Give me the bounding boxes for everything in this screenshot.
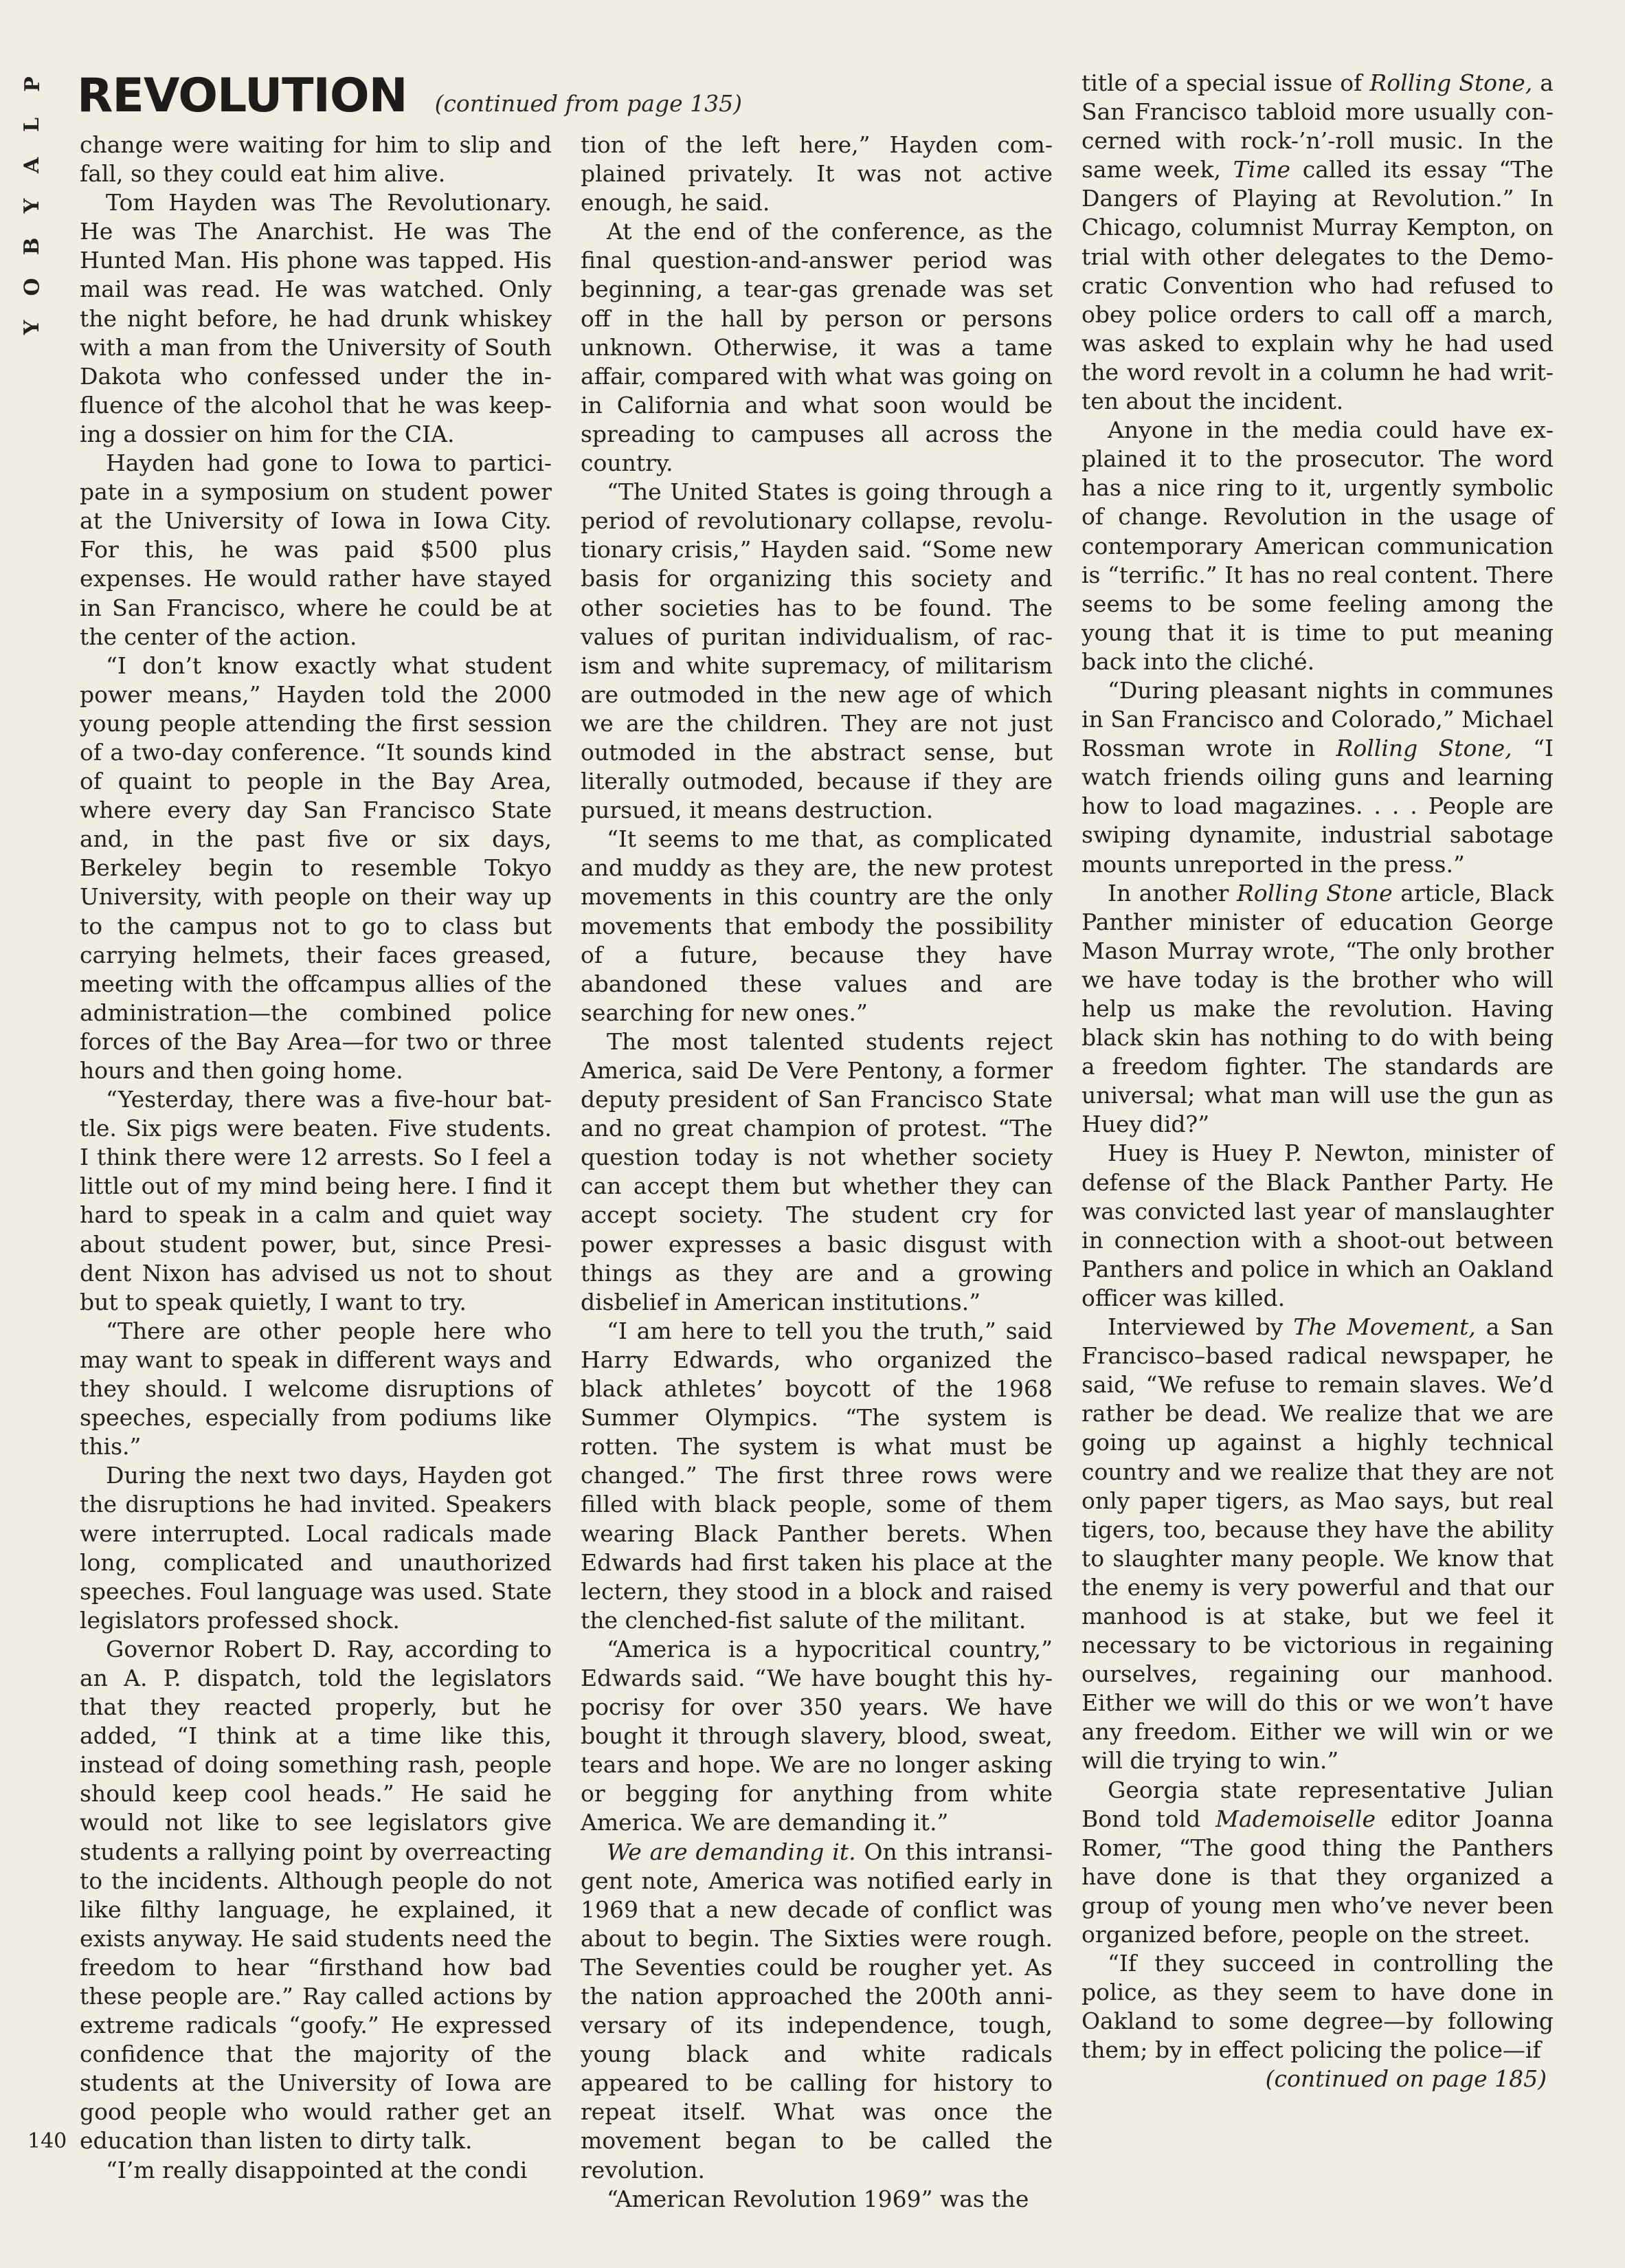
article-paragraph [1082,676,1554,879]
paragraph-text: “There are other people here who may want to speak in different ways and they should. I welcome disruptions of speeches, especially from podiums like this.” [80,1317,552,1460]
continued-on-note: (continued on page 185) [1265,2065,1547,2093]
text-run: “If they succeed in controlling the police, as they seem to have done in Oakland to some degree—by following them; by in effect policing the police—if [1082,1950,1554,2064]
article-paragraph [581,1838,1053,2185]
text-run: article, Black Panther minister of education George Mason Murray wrote, “The only brother we have today is the brother who will help us make the revolution. Having black skin has nothing to do with being a freedom fighter. The standards are universal; what man will use the gun as Huey did?” [1082,879,1554,1138]
headline-title: REVOLUTION [77,69,407,123]
text-run: Interviewed by [1108,1313,1294,1341]
paragraph-text: change were waiting for him to slip and fall, so they could eat him alive. [80,131,552,188]
italic-title: The Movement, [1293,1313,1476,1341]
text-run: a San Francisco tabloid more usually concerned with rock-’n’-roll music. In the same week, [1082,69,1554,184]
running-head-letter: L [20,117,45,133]
article-paragraph [581,825,1053,1027]
article-headline [77,69,742,131]
running-head-letter: Y [20,320,45,335]
article-paragraph [80,1317,552,1461]
article-paragraph [581,217,1053,478]
continued-from-note: (continued from page 135) [434,90,742,117]
article-paragraph [1082,69,1554,416]
text-run: Huey is Huey P. Newton, minister of defense of the Black Panther Party. He was convicted last year of manslaughter in connection with a shoot-out between Panthers and police in which an Oakland officer was killed. [1082,1139,1554,1311]
text-run: title of a special issue of [1082,69,1370,96]
paragraph-text: “I don’t know exactly what student power means,” Hayden told the 2000 young people attending the first session of a two-day conference. “It sounds kind of quaint to people in the Bay Area, where every day San Francisco State and, in the past five or six days, Berkeley begin to resemble Tokyo University, with people on their way up to the campus not to go to class but carrying helmets, their faces greased, meeting with the offcampus allies of the administration—the combined police forces of the Bay Area—for two or three hours and then going home. [80,652,552,1084]
running-head-letter: A [20,157,45,174]
italic-title: Rolling Stone [1236,879,1393,907]
paragraph-text: “I am here to tell you the truth,” said Harry Edwards, who organized the black athletes’ boycott of the 1968 Summer Olympics. “The system is rotten. The system is what must be changed.” The first three rows were filled with black people, some of them wearing Black Panther berets. When Edwards had first taken his place at the lectern, they stood in a block and raised the clenched-fist salute of the militant. [581,1317,1053,1634]
paragraph-text: tion of the left here,” Hayden complained privately. It was not active enough, he said. [581,131,1053,216]
running-head-letter: P [20,76,45,92]
text-column-1 [80,131,552,2183]
italic-title: Time [1233,156,1291,184]
article-paragraph [80,188,552,449]
paragraph-text: “It seems to me that, as complicated and muddy as they are, the new protest movements in this country are the only movements that embody the possibility of a future, because they have abandoned these values and are searching for new ones.” [581,825,1053,1026]
text-column-2 [581,131,1053,2212]
running-head-letter: B [20,237,45,256]
italic-title: Rolling Stone, [1369,69,1533,96]
paragraph-text: At the end of the conference, as the final question-and-answer period was beginning, a tear-gas grenade was set off in the hall by person or persons unknown. Otherwise, it was a tame affair, compared with what was going on in California and what soon would be spreading to campuses all across the country. [581,218,1053,477]
text-run: called its essay “The Dangers of Playing at Revolution.” In Chicago, columnist Murray Kempton, on trial with other delegates to the Democratic Convention who had refused to obey police orders to call off a march, was asked to explain why he had used the word revolt in a column he had written about the incident. [1082,156,1554,415]
article-paragraph [80,652,552,1085]
running-head-letter: Y [20,198,45,214]
running-head-letter: O [20,278,45,296]
article-paragraph [80,1085,552,1317]
article-paragraph [581,131,1053,217]
article-paragraph [581,478,1053,825]
text-run: a San Francisco–based radical newspaper, he said, “We refuse to remain slaves. We’d rather be dead. We realize that we are going up against a highly technical country and we realize that they are not only paper tigers, as Mao says, but real tigers, too, because they have the ability to slaughter many people. We know that the enemy is very powerful and that our manhood is at stake, but we feel it necessary to be victorious in regaining ourselves, regaining our manhood. Either we will do this or we won’t have any freedom. Either we will win or we will die trying to win.” [1082,1313,1554,1775]
text-run: “I watch friends oiling guns and learning how to load magazines. . . . People are swiping dynamite, industrial sabotage mounts unreported in the press.” [1082,735,1554,878]
italic-lead: We are demanding it. [607,1838,856,1865]
article-paragraph [1082,1776,1554,1950]
paragraph-text: Governor Robert D. Ray, according to an A. P. dispatch, told the legislators that they reacted properly, but he added, “I think at a time like this, instead of doing something rash, people should keep cool heads.” He said he would not like to see legislators give students a rallying point by overreacting to the incidents. Although people do not like filthy language, he explained, it exists anyway. He said students need the freedom to hear “firsthand how bad these people are.” Ray called actions by extreme radicals “goofy.” He expressed confidence that the majority of the students at the University of Iowa are good people who would rather get an education than listen to dirty talk. [80,1635,552,2155]
paragraph-text: During the next two days, Hayden got the disruptions he had invited. Speakers were interrupted. Local radicals made long, complicated and unauthorized speeches. Foul language was used. State legislators professed shock. [80,1462,552,1634]
text-run: editor Joanna Romer, “The good thing the Panthers have done is that they organized a group of young men who’ve never been organized before, people on the street. [1082,1805,1554,1948]
paragraph-text: Tom Hayden was The Revolutionary. He was The Anarchist. He was The Hunted Man. His phone was tapped. His mail was read. He was watched. Only the night before, he had drunk whiskey with a man from the University of South Dakota who confessed under the influence of the alcohol that he was keeping a dossier on him for the CIA. [80,189,552,447]
article-paragraph [1082,416,1554,676]
text-run: Georgia state representative Julian Bond told [1082,1776,1554,1832]
article-paragraph [1082,879,1554,1139]
article-paragraph [80,131,552,188]
text-run: Anyone in the media could have explained it to the prosecutor. The word has a nice ring to it, urgently symbolic of change. Revolution in the usage of contemporary American communication is “terrific.” It has no real content. There seems to be some feeling among the young that it is time to put meaning back into the cliché. [1082,416,1554,675]
text-column-3 [1082,69,1554,2137]
article-paragraph [581,1635,1053,1838]
article-paragraph [80,1635,552,2156]
article-paragraph [80,449,552,652]
paragraph-text: “The United States is going through a period of revolutionary collapse, revolutionary crisis,” Hayden said. “Some new basis for organizing this society and other societies has to be found. The values of puritan individualism, of racism and white supremacy, of militarism are outmoded in the new age of which we are the children. They are not just outmoded in the abstract sense, but literally outmoded, because if they are pursued, it means destruction. [581,478,1053,824]
italic-title: Rolling Stone, [1336,735,1512,762]
article-paragraph [80,1461,552,1635]
article-paragraph [581,1317,1053,1635]
article-paragraph [1082,1949,1554,2065]
paragraph-text: “America is a hypocritical country,” Edwards said. “We have bought this hypocrisy for over 350 years. We have bought it through slavery, blood, sweat, tears and hope. We are no longer asking or begging for anything from white America. We are demanding it.” [581,1635,1053,1836]
article-paragraph [1082,1313,1554,1776]
paragraph-text: “American Revolution 1969” was the [607,2185,1029,2212]
page-number: 140 [27,2129,67,2153]
text-run: “During pleasant nights in communes in San Francisco and Colorado,” Michael Rossman wrote in [1082,676,1554,762]
paragraph-text: “Yesterday, there was a five-hour battle. Six pigs were beaten. Five students. I think there were 12 arrests. So I feel a little out of my mind being here. I find it hard to speak in a calm and quiet way about student power, but, since President Nixon has advised us not to shout but to speak quietly, I want to try. [80,1086,552,1315]
paragraph-text: The most talented students reject America, said De Vere Pentony, a former deputy president of San Francisco State and no great champion of protest. “The question today is not whether society can accept them but whether they can accept society. The student cry for power expresses a basic disgust with things as they are and a growing disbelief in American institutions.” [581,1027,1053,1315]
article-paragraph [1082,1139,1554,1313]
article-paragraph [80,2156,552,2185]
article-paragraph [581,2185,1053,2214]
paragraph-text: Hayden had gone to Iowa to participate in a symposium on student power at the University of Iowa in Iowa City. For this, he was paid $500 plus expenses. He would rather have stayed in San Francisco, where he could be at the center of the action. [80,449,552,650]
text-run: In another [1108,879,1237,907]
paragraph-text: “I’m really disappointed at the condi [106,2156,528,2183]
article-paragraph [581,1027,1053,1317]
running-head [15,69,49,371]
paragraph-text: On this intransigent note, America was notified early in 1969 that a new decade of conflict was about to begin. The Sixties were rough. The Seventies could be rougher yet. As the nation approached the 200th anniversary of its independence, tough, young black and white radicals appeared to be calling for history to repeat itself. What was once the movement began to be called the revolution. [581,1838,1053,2183]
italic-title: Mademoiselle [1215,1805,1376,1832]
